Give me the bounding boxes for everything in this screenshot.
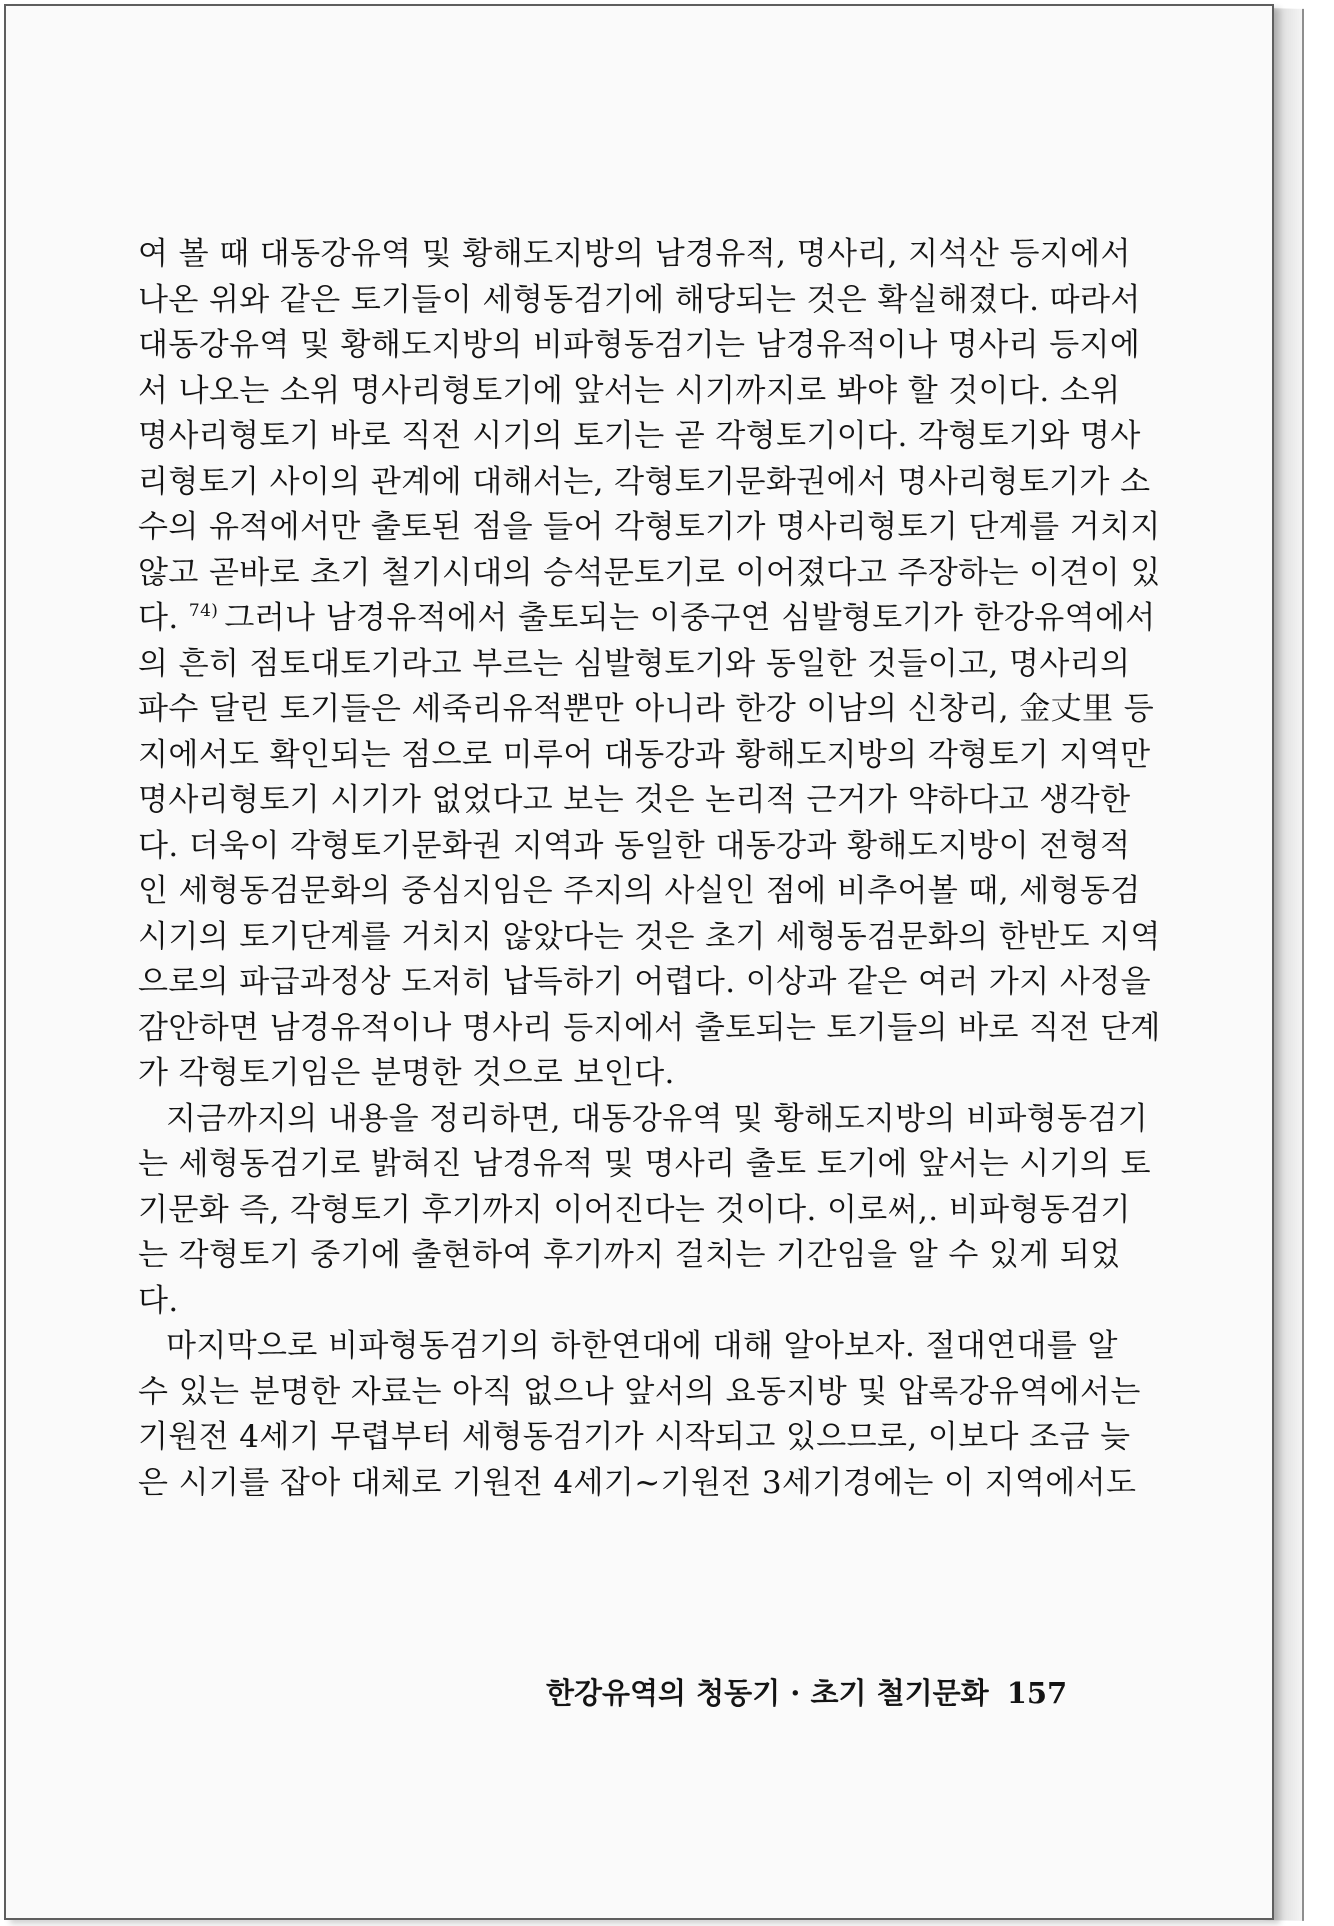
text-line: 지금까지의 내용을 정리하면, 대동강유역 및 황해도지방의 비파형동검기 [166,1100,1149,1137]
text-line: 수의 유적에서만 출토된 점을 들어 각형토기가 명사리형토기 단계를 거치지 [138,509,1161,545]
line-lead: 다. [138,600,179,636]
text-line: 는 각형토기 중기에 출현하여 후기까지 걸치는 기간임을 알 수 있게 되었 [138,1237,1121,1273]
text-line: 감안하면 남경유적이나 명사리 등지에서 출토되는 토기들의 바로 직전 단계 [138,1009,1161,1046]
text-line: 기문화 즉, 각형토기 후기까지 이어진다는 것이다. 이로써,. 비파형동검기 [138,1191,1131,1228]
line-rest: 그러나 남경유적에서 출토되는 이중구연 심발형토기가 한강유역에서 [224,600,1156,636]
text-line: 는 세형동검기로 밝혀진 남경유적 및 명사리 출토 토기에 앞서는 시기의 토 [138,1146,1151,1182]
text-line: 인 세형동검문화의 중심지임은 주지의 사실인 점에 비추어볼 때, 세형동검 [138,873,1141,909]
text-line: 수 있는 분명한 자료는 아직 없으나 앞서의 요동지방 및 압록강유역에서는 [138,1373,1141,1410]
footnote-reference[interactable]: 74) [188,601,219,621]
text-line: 으로의 파급과정상 도저히 납득하기 어렵다. 이상과 같은 여러 가지 사정을 [138,964,1151,1000]
text-line: 은 시기를 잡아 대체로 기원전 4세기~기원전 3세기경에는 이 지역에서도 [138,1464,1137,1501]
paragraph [138,1324,1141,1506]
page-number: 157 [1006,1676,1068,1710]
text-line: 서 나오는 소위 명사리형토기에 앞서는 시기까지로 봐야 할 것이다. 소위 [138,372,1121,409]
running-footer [546,1671,1067,1712]
text-line-with-footnote [138,596,1156,642]
text-line: 않고 곧바로 초기 철기시대의 승석문토기로 이어졌다고 주장하는 이견이 있 [138,554,1161,591]
text-line: 다. [138,1282,179,1319]
text-line: 여 볼 때 대동강유역 및 황해도지방의 남경유적, 명사리, 지석산 등지에서 [138,236,1131,272]
text-line: 시기의 토기단계를 거치지 않았다는 것은 초기 세형동검문화의 한반도 지역 [138,918,1161,955]
text-line: 다. 더욱이 각형토기문화권 지역과 동일한 대동강과 황해도지방이 전형적 [138,827,1131,864]
text-line: 명사리형토기 시기가 없었다고 보는 것은 논리적 근거가 약하다고 생각한 [138,782,1131,818]
text-line: 마지막으로 비파형동검기의 하한연대에 대해 알아보자. 절대연대를 알 [166,1328,1118,1364]
book-page [4,4,1274,1920]
text-line: 가 각형토기임은 분명한 것으로 보인다. [138,1055,675,1091]
text-line: 지에서도 확인되는 점으로 미루어 대동강과 황해도지방의 각형토기 지역만 [138,736,1151,773]
text-line: 대동강유역 및 황해도지방의 비파형동검기는 남경유적이나 명사리 등지에 [138,327,1141,363]
text-line: 파수 달린 토기들은 세죽리유적뿐만 아니라 한강 이남의 신창리, 金丈里 등 [138,691,1155,727]
paragraph [138,232,1161,1097]
text-line: 나온 위와 같은 토기들이 세형동검기에 해당되는 것은 확실해졌다. 따라서 [138,281,1141,318]
text-line: 의 흔히 점토대토기라고 부르는 심발형토기와 동일한 것들이고, 명사리의 [138,645,1131,682]
paragraph [138,1097,1151,1325]
text-line: 리형토기 사이의 관계에 대해서는, 각형토기문화권에서 명사리형토기가 소 [138,463,1151,500]
text-line: 기원전 4세기 무렵부터 세형동검기가 시작되고 있으므로, 이보다 조금 늦 [138,1419,1131,1455]
text-line: 명사리형토기 바로 직전 시기의 토기는 곧 각형토기이다. 각형토기와 명사 [138,418,1141,454]
running-title: 한강유역의 청동기 · 초기 철기문화 [546,1676,989,1710]
body-text [138,232,1161,1506]
